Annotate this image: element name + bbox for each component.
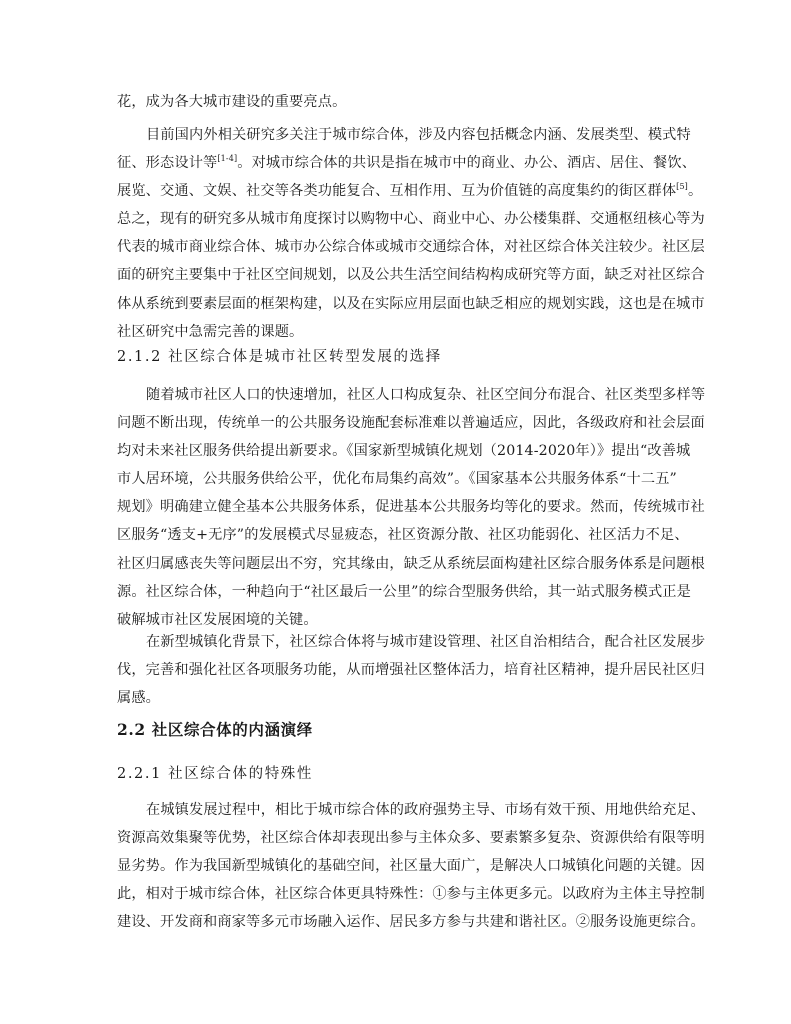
text-line: 破解城市社区发展困境的关键。 xyxy=(117,611,318,628)
text-line: 社区研究中急需完善的课题。 xyxy=(117,323,304,340)
text-line: 在新型城镇化背景下，社区综合体将与城市建设管理、社区自治相结合，配合社区发展步 xyxy=(146,634,706,650)
text-line: 显劣势。作为我国新型城镇化的基础空间，社区量大面广，是解决人口城镇化问题的关键。因 xyxy=(117,858,705,875)
section-heading-2-2-1: 2.2.1 社区综合体的特殊性 xyxy=(117,766,314,782)
text-line: 体从系统到要素层面的框架构建，以及在实际应用层面也缺乏相应的规划实践，这也是在城市 xyxy=(117,295,705,312)
text-line: 建设、开发商和商家等多元市场融入运作、居民多方参与共建和谐社区。②服务设施更综合。 xyxy=(117,914,705,931)
text-line: 目前国内外相关研究多关注于城市综合体，涉及内容包括概念内涵、发展类型、模式特 xyxy=(146,127,691,143)
text-line: 源。社区综合体，一种趋向于“社区最后一公里”的综合型服务供给，其一站式服务模式正是 xyxy=(117,583,691,600)
citation-ref: [1-4] xyxy=(217,154,238,164)
text-fragment: 征、形态设计等 xyxy=(117,155,218,172)
text-fragment: 展览、交通、文娱、社交等各类功能复合、互相作用、互为价值链的高度集约的街区群体 xyxy=(117,183,677,200)
paragraph-research-overview xyxy=(117,121,705,346)
section-heading-2-2: 2.2 社区综合体的内涵演绎 xyxy=(117,720,313,739)
text-line xyxy=(117,149,697,177)
text-line: 均对未来社区服务供给提出新要求。《国家新型城镇化规划（2014-2020年）》提出“改善城 xyxy=(117,443,691,460)
text-line: 总之，现有的研究多从城市角度探讨以购物中心、商业中心、办公楼集群、交通枢纽核心等为 xyxy=(117,211,705,228)
text-line: 随着城市社区人口的快速增加，社区人口构成复杂、社区空间分布混合、社区类型多样等 xyxy=(146,387,706,403)
paragraph-transformation xyxy=(117,381,706,634)
text-line: 市人居环境，公共服务供给公平，优化布局集约高效”。《国家基本公共服务体系“十二五” xyxy=(117,471,677,488)
text-line: 面的研究主要集中于社区空间规划，以及公共生活空间结构构成研究等方面，缺乏对社区综合 xyxy=(117,267,705,284)
text-line: 问题不断出现，传统单一的公共服务设施配套标准难以普遍适应，因此，各级政府和社会层面 xyxy=(117,415,705,432)
text-line: 花，成为各大城市建设的重要亮点。 xyxy=(117,94,347,110)
text-line xyxy=(117,177,703,205)
text-line: 在城镇发展过程中，相比于城市综合体的政府强势主导、市场有效干预、用地供给充足、 xyxy=(146,802,706,818)
paragraph-continuation xyxy=(117,88,673,116)
text-line: 规划》明确建立健全基本公共服务体系，促进基本公共服务均等化的要求。然而，传统城市社 xyxy=(117,499,705,516)
citation-ref: [5] xyxy=(676,182,688,192)
text-line: 属感。 xyxy=(117,690,161,707)
paragraph-new-urbanization xyxy=(117,628,706,712)
text-line: 区服务“透支+无序”的发展模式尽显疲态，社区资源分散、社区功能弱化、社区活力不足、 xyxy=(117,527,689,544)
text-line: 社区归属感丧失等问题层出不穷，究其缘由，缺乏从系统层面构建社区综合服务体系是问题根 xyxy=(117,555,705,572)
text-line: 伐，完善和强化社区各项服务功能，从而增强社区整体活力，培育社区精神，提升居民社区归 xyxy=(117,662,705,679)
text-fragment: 。对城市综合体的共识是指在城市中的商业、办公、酒店、居住、餐饮、 xyxy=(237,155,697,172)
text-line: 资源高效集聚等优势，社区综合体却表现出参与主体众多、要素繁多复杂、资源供给有限等明 xyxy=(117,830,705,847)
paragraph-particularity xyxy=(117,796,706,936)
section-heading-2-1-2: 2.1.2 社区综合体是城市社区转型发展的选择 xyxy=(117,349,442,365)
text-fragment: 。 xyxy=(687,183,703,200)
text-line: 此，相对于城市综合体，社区综合体更具特殊性：①参与主体更多元。以政府为主体主导控制 xyxy=(117,886,705,903)
text-line: 代表的城市商业综合体、城市办公综合体或城市交通综合体，对社区综合体关注较少。社区层 xyxy=(117,239,705,256)
